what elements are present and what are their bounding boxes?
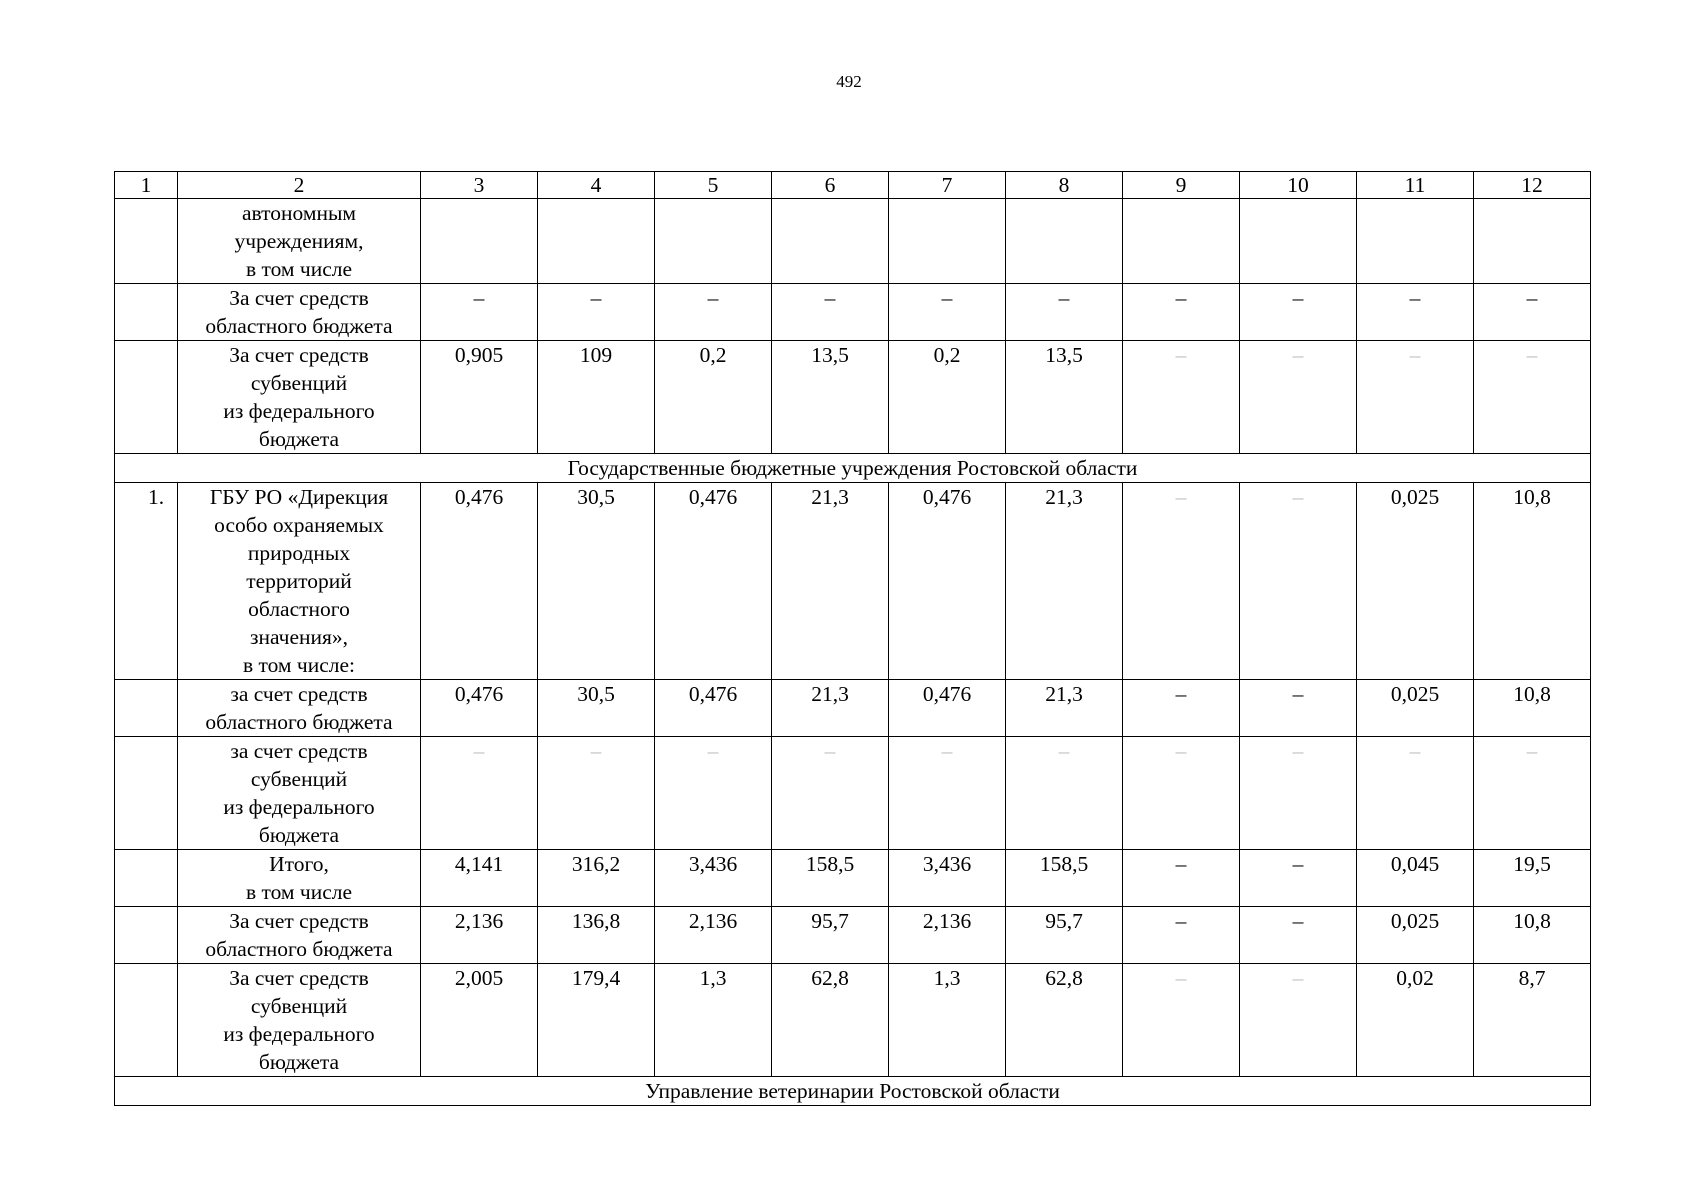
value-cell: 136,8 <box>538 907 655 964</box>
row-label-line: значения», <box>249 625 349 649</box>
column-header: 4 <box>538 172 655 199</box>
value-cell: 8,7 <box>1474 964 1591 1077</box>
row-label-line: учреждениям, <box>234 229 364 253</box>
value-cell: 62,8 <box>1006 964 1123 1077</box>
value-cell: – <box>1474 284 1591 341</box>
column-header: 11 <box>1357 172 1474 199</box>
value-cell: 10,8 <box>1474 907 1591 964</box>
value-cell: – <box>1474 737 1591 850</box>
column-header: 12 <box>1474 172 1591 199</box>
section-row <box>115 454 1591 483</box>
value-cell: – <box>889 737 1006 850</box>
row-label-line: из федерального <box>223 399 375 423</box>
value-cell: – <box>1240 284 1357 341</box>
value-cell: 179,4 <box>538 964 655 1077</box>
row-label-line: природных <box>247 541 351 565</box>
value-cell: – <box>1240 964 1357 1077</box>
value-cell: 0,476 <box>655 680 772 737</box>
value-cell <box>1123 199 1240 284</box>
table-row <box>115 284 1591 341</box>
value-cell: – <box>655 737 772 850</box>
value-cell: 19,5 <box>1474 850 1591 907</box>
column-header: 6 <box>772 172 889 199</box>
value-cell: – <box>1240 341 1357 454</box>
value-cell <box>1474 199 1591 284</box>
value-cell: – <box>421 284 538 341</box>
value-cell: 10,8 <box>1474 483 1591 680</box>
row-label <box>178 341 421 454</box>
value-cell <box>772 199 889 284</box>
row-number <box>115 680 178 737</box>
value-cell: 95,7 <box>772 907 889 964</box>
value-cell: 0,2 <box>655 341 772 454</box>
row-label-line: областного <box>248 597 350 621</box>
value-cell: – <box>1357 284 1474 341</box>
section-title: Управление ветеринарии Ростовской области <box>115 1077 1591 1106</box>
value-cell: – <box>1474 341 1591 454</box>
value-cell: 1,3 <box>655 964 772 1077</box>
value-cell: 0,025 <box>1357 483 1474 680</box>
row-number <box>115 737 178 850</box>
column-header: 2 <box>178 172 421 199</box>
value-cell: – <box>1006 737 1123 850</box>
table-row <box>115 964 1591 1077</box>
value-cell: – <box>538 284 655 341</box>
row-label-line: особо охраняемых <box>214 513 384 537</box>
value-cell: 4,141 <box>421 850 538 907</box>
value-cell: – <box>1240 483 1357 680</box>
row-label-line: бюджета <box>258 1050 340 1074</box>
value-cell: 2,136 <box>889 907 1006 964</box>
value-cell: 109 <box>538 341 655 454</box>
value-cell: – <box>1123 284 1240 341</box>
value-cell: 2,005 <box>421 964 538 1077</box>
section-title: Государственные бюджетные учреждения Ростовской области <box>115 454 1591 483</box>
value-cell <box>421 199 538 284</box>
row-label-line: За счет средств <box>229 343 369 367</box>
value-cell <box>655 199 772 284</box>
header-row <box>115 172 1591 199</box>
table-row <box>115 680 1591 737</box>
row-label-line: в том числе: <box>242 653 356 677</box>
row-label <box>178 680 421 737</box>
row-label <box>178 964 421 1077</box>
value-cell: – <box>889 284 1006 341</box>
value-cell: 0,905 <box>421 341 538 454</box>
column-header: 1 <box>115 172 178 199</box>
row-label-line: из федерального <box>223 795 375 819</box>
value-cell <box>1006 199 1123 284</box>
row-label <box>178 483 421 680</box>
value-cell: – <box>1123 850 1240 907</box>
value-cell: 2,136 <box>655 907 772 964</box>
value-cell: 21,3 <box>1006 483 1123 680</box>
value-cell: 0,02 <box>1357 964 1474 1077</box>
value-cell: 0,476 <box>655 483 772 680</box>
row-label-line: За счет средств <box>229 909 369 933</box>
row-label <box>178 199 421 284</box>
row-label-line: субвенций <box>250 371 348 395</box>
value-cell: 0,025 <box>1357 907 1474 964</box>
row-label-line: субвенций <box>250 994 348 1018</box>
value-cell: 0,025 <box>1357 680 1474 737</box>
value-cell: 10,8 <box>1474 680 1591 737</box>
value-cell: 0,476 <box>889 680 1006 737</box>
value-cell: 158,5 <box>772 850 889 907</box>
value-cell: 21,3 <box>772 483 889 680</box>
table-row <box>115 850 1591 907</box>
value-cell: – <box>772 737 889 850</box>
value-cell: – <box>1123 907 1240 964</box>
value-cell: – <box>1240 850 1357 907</box>
row-label-line: областного бюджета <box>205 710 393 734</box>
value-cell <box>538 199 655 284</box>
row-label <box>178 850 421 907</box>
value-cell: – <box>1240 737 1357 850</box>
value-cell: – <box>772 284 889 341</box>
value-cell: 1,3 <box>889 964 1006 1077</box>
value-cell: – <box>1357 341 1474 454</box>
row-label-line: За счет средств <box>229 286 369 310</box>
row-label <box>178 284 421 341</box>
value-cell: – <box>1123 964 1240 1077</box>
row-label-line: ГБУ РО «Дирекция <box>209 485 389 509</box>
value-cell: 0,045 <box>1357 850 1474 907</box>
value-cell: 0,2 <box>889 341 1006 454</box>
row-number <box>115 199 178 284</box>
row-label-line: областного бюджета <box>205 314 393 338</box>
value-cell: 21,3 <box>772 680 889 737</box>
value-cell: 316,2 <box>538 850 655 907</box>
row-label-line: за счет средств <box>230 682 368 706</box>
value-cell: 62,8 <box>772 964 889 1077</box>
value-cell: – <box>1240 907 1357 964</box>
page-number: 492 <box>836 72 862 91</box>
budget-table <box>114 171 1591 1106</box>
value-cell: 95,7 <box>1006 907 1123 964</box>
value-cell: 2,136 <box>421 907 538 964</box>
row-label-line: бюджета <box>258 427 340 451</box>
row-label-line: в том числе <box>245 880 353 904</box>
column-header: 9 <box>1123 172 1240 199</box>
row-number: 1. <box>115 483 178 680</box>
value-cell: 0,476 <box>421 680 538 737</box>
row-label-line: автономным <box>241 201 357 225</box>
value-cell: – <box>421 737 538 850</box>
row-label-line: территорий <box>246 569 352 593</box>
value-cell: 0,476 <box>889 483 1006 680</box>
table-row <box>115 737 1591 850</box>
section-row <box>115 1077 1591 1106</box>
row-number <box>115 907 178 964</box>
value-cell <box>1240 199 1357 284</box>
column-header: 7 <box>889 172 1006 199</box>
value-cell: – <box>1123 341 1240 454</box>
value-cell: 21,3 <box>1006 680 1123 737</box>
row-label-line: областного бюджета <box>205 937 393 961</box>
column-header: 5 <box>655 172 772 199</box>
value-cell: – <box>1357 737 1474 850</box>
row-label <box>178 907 421 964</box>
value-cell: 3,436 <box>889 850 1006 907</box>
table-row <box>115 199 1591 284</box>
value-cell <box>1357 199 1474 284</box>
column-header: 8 <box>1006 172 1123 199</box>
row-label-line: За счет средств <box>229 966 369 990</box>
value-cell: 0,476 <box>421 483 538 680</box>
value-cell: 13,5 <box>772 341 889 454</box>
value-cell: 30,5 <box>538 483 655 680</box>
value-cell <box>889 199 1006 284</box>
value-cell: – <box>1240 680 1357 737</box>
value-cell: – <box>1123 737 1240 850</box>
value-cell: 158,5 <box>1006 850 1123 907</box>
row-number <box>115 284 178 341</box>
table-row <box>115 907 1591 964</box>
column-header: 10 <box>1240 172 1357 199</box>
value-cell: 3,436 <box>655 850 772 907</box>
value-cell: – <box>538 737 655 850</box>
value-cell: – <box>655 284 772 341</box>
row-label-line: из федерального <box>223 1022 375 1046</box>
row-label-line: субвенций <box>250 767 348 791</box>
row-label-line: за счет средств <box>230 739 368 763</box>
value-cell: – <box>1123 483 1240 680</box>
row-label-line: в том числе <box>245 257 353 281</box>
value-cell: – <box>1123 680 1240 737</box>
row-label <box>178 737 421 850</box>
row-label-line: бюджета <box>258 823 340 847</box>
row-number <box>115 964 178 1077</box>
value-cell: 13,5 <box>1006 341 1123 454</box>
row-label-line: Итого, <box>269 852 329 876</box>
table-row <box>115 483 1591 680</box>
row-number <box>115 850 178 907</box>
row-number <box>115 341 178 454</box>
column-header: 3 <box>421 172 538 199</box>
table-row <box>115 341 1591 454</box>
value-cell: 30,5 <box>538 680 655 737</box>
value-cell: – <box>1006 284 1123 341</box>
